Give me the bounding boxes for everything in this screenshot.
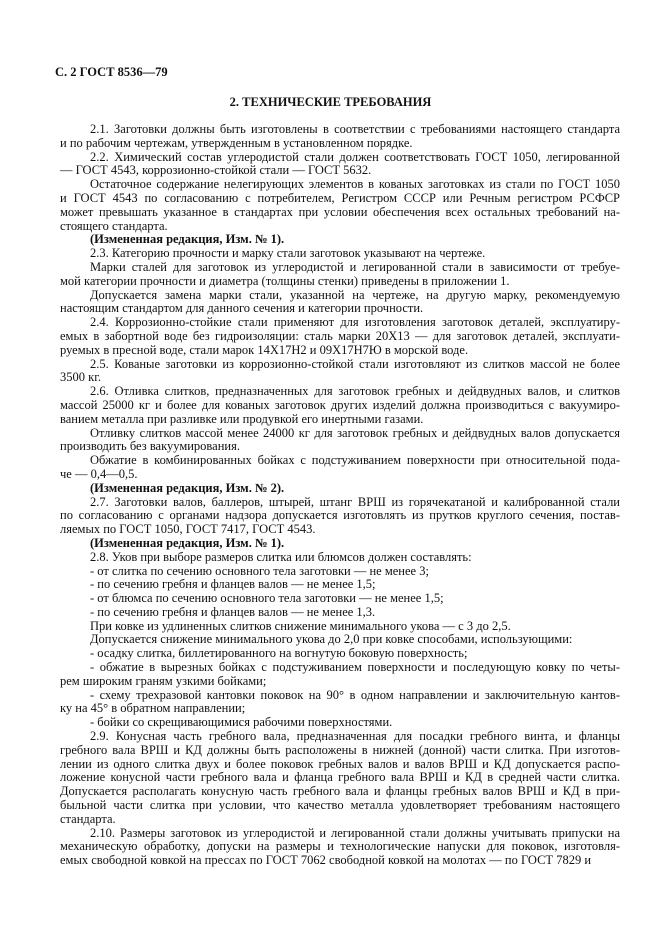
text-line: производить без вакуумирования. <box>60 439 240 454</box>
text-line: 2.1. Заготовки должны быть изготовлены в соответствии с требованиями настоящего стандарта <box>90 122 620 136</box>
text-line: - схему трехразовой кантовки поковок на 90° в одном направлении и заключительную кантов- <box>90 687 620 702</box>
paragraph <box>60 247 620 261</box>
text-line: 3500 кг. <box>60 370 102 385</box>
text-line: (Измененная редакция, Изм. № 1). <box>90 535 285 550</box>
amendment-note <box>60 233 620 247</box>
text-line: рем широким граням узкими бойками; <box>60 673 267 688</box>
paragraph <box>60 551 620 565</box>
paragraph <box>60 689 620 717</box>
text-line: и по рабочим чертежам, утвержденным в установленном порядке. <box>60 135 413 150</box>
amendment-note <box>60 537 620 551</box>
text-line: Отливку слитков массой менее 24000 кг для заготовок гребных и дейдвудных валов допускается <box>90 425 620 440</box>
document-body <box>60 123 620 868</box>
paragraph <box>60 578 620 592</box>
text-line: Допускается снижение минимального укова до 2,0 при ковке способами, использующими: <box>90 632 573 647</box>
paragraph <box>60 316 620 357</box>
text-line: 2.9. Конусная часть гребного вала, предназначенная для посадки гребного винта, и фланцы <box>90 729 620 744</box>
text-line: и ГОСТ 4543 по согласованию с потребителем, Регистром СССР или Речным регистром РСФСР <box>60 190 620 205</box>
text-line: - осадку слитка, биллетированного на вогнутую боковую поверхность; <box>90 646 468 661</box>
text-line: - по сечению гребня и фланцев валов — не менее 1,3. <box>90 604 376 619</box>
text-line: ванием металла при разливке или продувкой его инертными газами. <box>60 411 424 426</box>
text-line: руемых в пресной воде, стали марок 14Х17Н2 и 09Х17Н7Ю в морской воде. <box>60 342 469 357</box>
text-line: 2.8. Уков при выборе размеров слитка или блюмсов должен составлять: <box>90 549 472 564</box>
text-line: 2.10. Размеры заготовок из углеродистой и легированной стали должны учитывать припуски на <box>90 825 620 840</box>
text-line: Остаточное содержание нелегирующих элементов в кованых заготовках из стали по ГОСТ 1050 <box>90 177 620 192</box>
text-line: (Измененная редакция, Изм. № 1). <box>90 232 285 247</box>
paragraph <box>60 385 620 426</box>
section-title: 2. ТЕХНИЧЕСКИЕ ТРЕБОВАНИЯ <box>229 95 432 109</box>
text-line: массой 25000 кг и более для кованых заготовок других изделий должна производиться с вакуумиро- <box>60 397 620 412</box>
paragraph <box>60 427 620 455</box>
text-line: емых свободной ковкой на прессах по ГОСТ 7062 свободной ковкой на молотах — по ГОСТ 7829 и <box>60 853 592 868</box>
text-line: 2.7. Заготовки валов, баллеров, штырей, штанг ВРШ из горячекатаной и калиброванной стали <box>90 494 620 509</box>
text-line: стандарта. <box>60 811 116 826</box>
text-line: ляемых по ГОСТ 1050, ГОСТ 7417, ГОСТ 4543. <box>60 522 316 537</box>
paragraph <box>60 565 620 579</box>
paragraph <box>60 827 620 868</box>
text-line: мой категории прочности и диаметра (толщины стенки) приведены в приложении 1. <box>60 273 510 288</box>
text-line: — ГОСТ 4543, коррозионно-стойкой стали — ГОСТ 5632. <box>60 163 372 178</box>
text-line: гребного вала ВРШ и КД должны быть расположены в нижней (донной) части слитка. При изготов- <box>60 742 620 757</box>
paragraph <box>60 261 620 289</box>
text-line: по согласованию с органами надзора допускается изготовлять из прутков круглого сечения, постав- <box>60 508 620 523</box>
text-line: 2.2. Химический состав углеродистой стали должен соответствовать ГОСТ 1050, легированной <box>90 149 620 164</box>
paragraph <box>60 178 620 233</box>
text-line: При ковке из удлиненных слитков снижение минимального укова — с 3 до 2,5. <box>90 618 511 633</box>
paragraph <box>60 358 620 386</box>
paragraph <box>60 633 620 647</box>
text-line: ложение конусной части гребного вала и фланца гребного вала ВРШ и КД в средней части слитка. <box>60 770 620 785</box>
text-line: ку на 45° в обратном направлении; <box>60 701 246 716</box>
text-line: Допускается замена марки стали, указанной на чертеже, на другую марку, рекомендуемую <box>90 287 620 302</box>
text-line: - по сечению гребня и фланцев валов — не менее 1,5; <box>90 577 376 592</box>
text-line: стоящего стандарта. <box>60 218 168 233</box>
paragraph <box>60 620 620 634</box>
text-line: 2.5. Кованые заготовки из коррозионно-стойкой стали изготовляют из слитков массой не более <box>90 356 620 371</box>
text-line: лении из одного слитка двух и более поковок гребных валов и валов ВРШ и КД допускается распо- <box>60 756 620 771</box>
paragraph <box>60 289 620 317</box>
text-line: может превышать указанное в стандартах при условии обеспечения всех остальных требований на- <box>60 204 620 219</box>
page-header: С. 2 ГОСТ 8536—79 <box>55 65 168 79</box>
text-line: 2.6. Отливка слитков, предназначенных для заготовок гребных и дейдвудных валов, и слитков <box>90 384 620 399</box>
paragraph <box>60 454 620 482</box>
amendment-note <box>60 482 620 496</box>
text-line: емых в забортной воде без гидроизоляции: сталь марки 20Х13 — для заготовок деталей, эксплуати- <box>60 328 620 343</box>
text-line: Обжатие в комбинированных бойках с подстуживанием поверхности при относительной пода- <box>90 453 620 468</box>
paragraph <box>60 151 620 179</box>
text-line: - от слитка по сечению основного тела заготовки — не менее 3; <box>90 563 429 578</box>
text-line: Допускается располагать конусную часть гребного вала и фланцы гребных валов ВРШ и КД в при- <box>60 784 620 799</box>
text-line: че — 0,4—0,5. <box>60 466 138 481</box>
paragraph <box>60 496 620 537</box>
text-line: - обжатие в вырезных бойках с подстуживанием поверхности и последующую ковку по четы- <box>90 660 620 675</box>
paragraph <box>60 647 620 661</box>
paragraph <box>60 661 620 689</box>
paragraph <box>60 123 620 151</box>
text-line: механическую обработку, допуски на размеры и технологические напуски для поковок, изготовля- <box>60 839 620 854</box>
paragraph <box>60 606 620 620</box>
paragraph <box>60 592 620 606</box>
text-line: быльной части слитка при условии, что качество металла удовлетворяет требованиям настоящего <box>60 798 620 813</box>
paragraph <box>60 730 620 827</box>
paragraph <box>60 716 620 730</box>
text-line: 2.3. Категорию прочности и марку стали заготовок указывают на чертеже. <box>90 246 486 261</box>
text-line: - от блюмса по сечению основного тела заготовки — не менее 1,5; <box>90 591 444 606</box>
text-line: 2.4. Коррозионно-стойкие стали применяют для изготовления заготовок деталей, эксплуатиру- <box>90 315 620 330</box>
text-line: (Измененная редакция, Изм. № 2). <box>90 480 285 495</box>
text-line: Марки сталей для заготовок из углеродистой и легированной стали в зависимости от требуе- <box>90 259 620 274</box>
text-line: настоящим стандартом для данного сечения и категории прочности. <box>60 301 424 316</box>
text-line: - бойки со скрещивающимися рабочими поверхностями. <box>90 715 393 730</box>
